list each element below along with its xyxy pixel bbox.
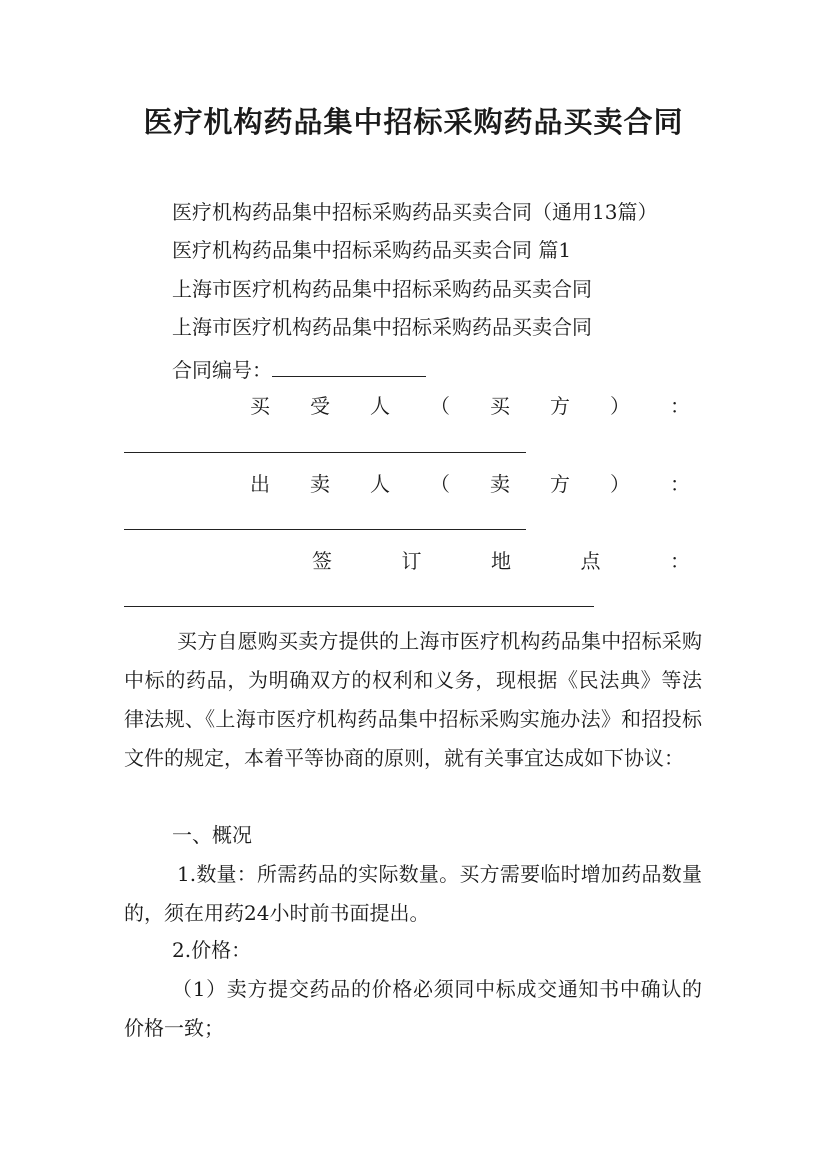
signing-place-char: ： xyxy=(670,549,690,573)
seller-char: （ xyxy=(430,472,450,496)
signing-place-blank-line xyxy=(124,606,594,607)
buyer-blank-line xyxy=(124,452,526,453)
seller-char: ） xyxy=(610,472,630,496)
clause-price-item-1: （1）卖方提交药品的价格必须同中标成交通知书中确认的价格一致； xyxy=(124,977,702,1040)
buyer-char: ： xyxy=(670,394,690,418)
buyer-char: 买 xyxy=(490,394,510,418)
signing-place-char: 签 xyxy=(312,549,332,573)
contract-number-blank xyxy=(272,352,426,377)
seller-blank-line xyxy=(124,529,526,530)
toc-line-1: 医疗机构药品集中招标采购药品买卖合同（通用13篇） xyxy=(172,200,658,224)
buyer-char: 买 xyxy=(250,394,270,418)
seller-char: 卖 xyxy=(490,472,510,496)
clause-price-heading: 2.价格： xyxy=(172,938,252,962)
buyer-char: 方 xyxy=(550,394,570,418)
contract-number-row xyxy=(172,352,426,384)
contract-number-label: 合同编号： xyxy=(172,358,272,382)
seller-label-row xyxy=(250,470,690,498)
clause-quantity: 1.数量：所需药品的实际数量。买方需要临时增加药品数量的，须在用药24小时前书面提出。 xyxy=(124,862,702,925)
seller-char: 卖 xyxy=(310,472,330,496)
signing-place-char: 地 xyxy=(491,549,511,573)
buyer-label-row xyxy=(250,392,690,420)
buyer-char: （ xyxy=(430,394,450,418)
signing-place-row xyxy=(312,547,690,575)
section-heading: 一、概况 xyxy=(172,823,252,847)
signing-place-char: 订 xyxy=(401,549,422,573)
document-title: 医疗机构药品集中招标采购药品买卖合同 xyxy=(143,105,684,139)
toc-line-3: 上海市医疗机构药品集中招标采购药品买卖合同 xyxy=(172,277,592,301)
seller-char: 方 xyxy=(550,472,570,496)
seller-char: ： xyxy=(670,472,690,496)
buyer-char: ） xyxy=(610,394,630,418)
toc-line-2: 医疗机构药品集中招标采购药品买卖合同 篇1 xyxy=(172,238,572,262)
signing-place-char: 点 xyxy=(580,549,601,573)
seller-char: 人 xyxy=(370,472,390,496)
buyer-char: 受 xyxy=(310,394,330,418)
toc-line-4: 上海市医疗机构药品集中招标采购药品买卖合同 xyxy=(172,315,592,339)
intro-paragraph: 买方自愿购买卖方提供的上海市医疗机构药品集中招标采购中标的药品，为明确双方的权利和义务，现根据《民法典》等法律法规、《上海市医疗机构药品集中招标采购实施办法》和招投标文件的规定，本着平等协商的原则，就有关事宜达成如下协议： xyxy=(124,629,702,770)
buyer-char: 人 xyxy=(370,394,390,418)
seller-char: 出 xyxy=(250,472,270,496)
